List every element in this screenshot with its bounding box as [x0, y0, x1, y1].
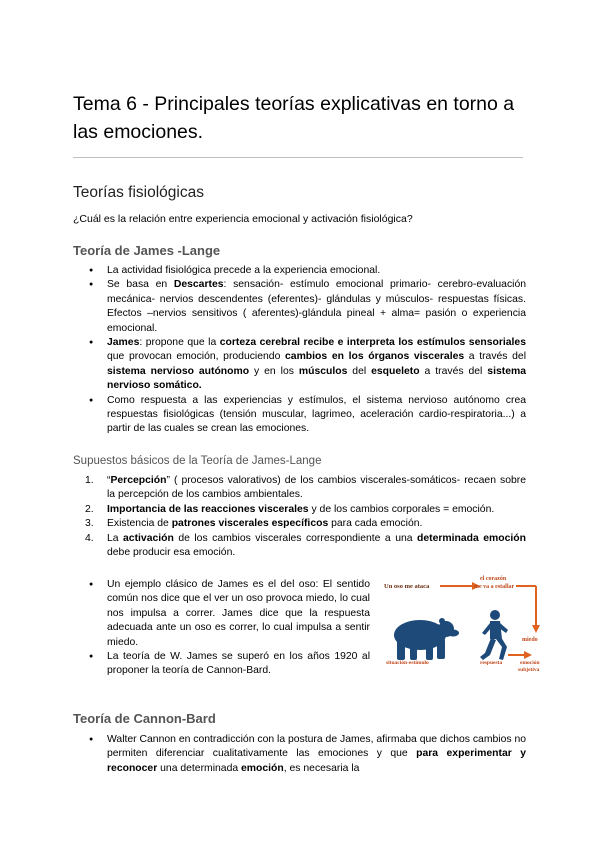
figure-label-situacion: situación-estímulo	[386, 660, 429, 666]
page-title: Tema 6 - Principales teorías explicativas en torno a las emociones.	[73, 93, 515, 143]
arrow-head	[524, 651, 532, 659]
list-item: ● La teoría de W. James se superó en los años 1920 al proponer la teoría de Cannon-Bard.	[73, 650, 370, 679]
heading-supuestos: Supuestos básicos de la Teoría de James-Lange	[73, 455, 322, 467]
horizontal-divider	[73, 157, 523, 158]
figure-label-top: Un oso me ataca	[384, 583, 430, 590]
james-lange-list	[73, 264, 526, 437]
bear-diagram	[382, 573, 550, 683]
figure-label-heart-1: el corazón	[480, 576, 507, 582]
figure-label-respuesta: respuesta	[480, 660, 503, 666]
oso-list	[73, 578, 370, 679]
figure-label-emocion-2: subjetiva	[518, 667, 540, 673]
supuestos-list	[73, 474, 526, 560]
list-item: 1. “Percepción” ( procesos valorativos) de los cambios viscerales-somáticos- recaen sobre la percepción de los cambios ambientales.	[85, 475, 526, 501]
list-item: 2. Importancia de las reacciones viscerales y de los cambios corporales = emoción.	[85, 503, 495, 515]
list-item: ● La actividad fisiológica precede a la experiencia emocional.	[73, 264, 526, 278]
list-item: ● Se basa en Descartes: sensación- estímulo emocional primario- cerebro-evaluación mecánica- nervios descendentes (eferentes)- glándulas y músculos- respuestas físicas. Efectos –nervios sensitivos ( aferentes)-glándula pineal + alma= pasión o experiencia emocional.	[73, 278, 526, 336]
bear-icon	[394, 618, 459, 660]
list-item: 4. La activación de los cambios viscerales correspondiente a una determinada emoción debe producir esa emoción.	[85, 532, 526, 559]
figure-label-emocion-1: emoción	[520, 660, 540, 666]
list-item: ● Como respuesta a las experiencias y estímulos, el sistema nervioso autónomo crea respuestas fisiológicas (tensión muscular, lagrimeo, aceleración cardio-respiratoria...) a partir de las cuales se crean las emociones.	[73, 394, 526, 437]
list-item: ● Walter Cannon en contradicción con la postura de James, afirmaba que dichos cambios no permiten diferenciar cualitativamente las emociones y que para experimentar y reconocer una determinada emoción, es necesaria la	[73, 733, 526, 776]
heading-james-lange: Teoría de James -Lange	[73, 243, 221, 258]
cannon-bard-list	[73, 733, 526, 776]
list-item: ● James: propone que la corteza cerebral recibe e interpreta los estímulos sensoriales que provocan emoción, produciendo cambios en los órganos viscerales a través del sistema nervioso autónomo y en los músculos del esqueleto a través del sistema nervioso somático.	[73, 336, 526, 394]
figure-label-miedo: miedo	[522, 637, 538, 643]
list-item: 3. Existencia de patrones viscerales específicos para cada emoción.	[85, 518, 423, 530]
running-person-icon	[480, 610, 508, 660]
arrow-head	[532, 625, 540, 633]
list-item: ● Un ejemplo clásico de James es el del oso: El sentido común nos dice que el ver un oso provoca miedo, lo cual nos impulsa a correr. James dice que la respuesta adecuada ante un oso es correr, lo cual impulsa a sentir miedo.	[73, 578, 370, 650]
section-question: ¿Cuál es la relación entre experiencia emocional y activación fisiológica?	[73, 213, 413, 225]
figure-label-heart-2: me va a estallar	[474, 584, 515, 590]
section-title: Teorías fisiológicas	[73, 184, 204, 201]
heading-cannon-bard: Teoría de Cannon-Bard	[73, 711, 216, 726]
